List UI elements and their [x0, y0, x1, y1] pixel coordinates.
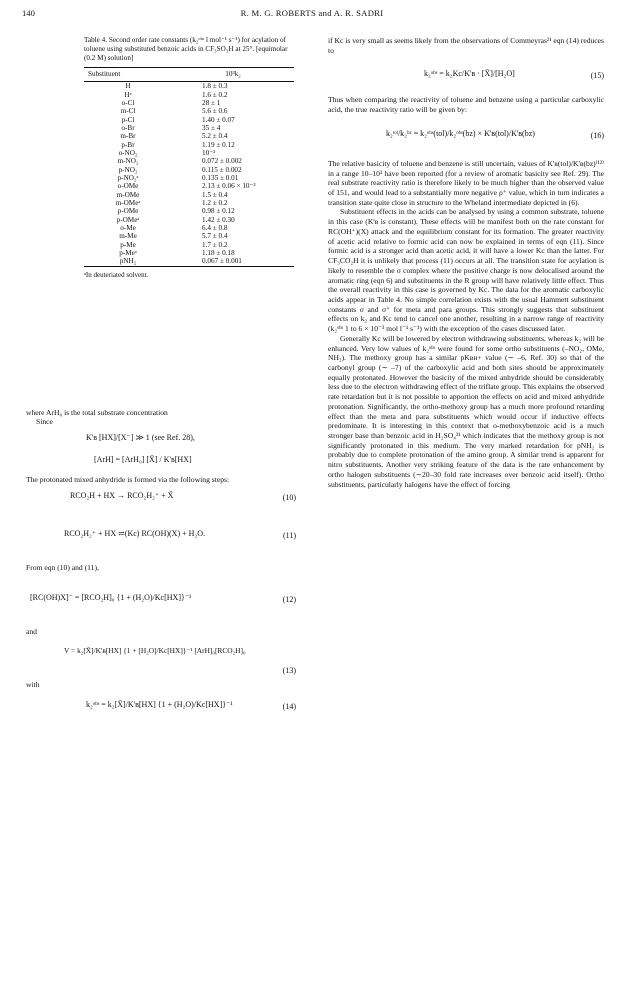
rate-constant-cell: 6.4 ± 0.8 — [202, 224, 228, 233]
rate-constant-cell: 1.40 ± 0.07 — [202, 115, 235, 124]
table-row — [84, 99, 294, 107]
page-number: 140 — [22, 8, 35, 18]
rate-constant-cell: 0.115 ± 0.002 — [202, 165, 242, 174]
rate-constant-cell: 28 ± 1 — [202, 98, 221, 107]
table-row — [84, 241, 294, 249]
substituent-cell: o-Me — [120, 224, 136, 233]
paragraph: with — [26, 680, 40, 690]
rate-constant-cell: 0.072 ± 0.002 — [202, 157, 242, 166]
paragraph: Thus when comparing the reactivity of toluene and benzene using a particular carboxylic acid, the true reactivity ratio will be given by: — [328, 95, 604, 115]
paragraph: The relative basicity of toluene and benzene is still uncertain, values of K'ʙ(tol)/K'ʙ(bz)⁽¹²⁾ in a range 10–10³ have been reported (for a review of aromatic basicity see Ref. 29). The real substrate reactivity ratio is therefore likely to be much higher than the observed value of 151, and would lead to a substantially more negative ρ⁺ value, which in turn indicates a transition state quite close in structure to the Wheland intermediate depicted in (6). — [328, 158, 604, 207]
equation-15: k₂ᵒᵇˢ = k₂Kc/K'ʙ · [X̄]/[H₂O] — [424, 69, 515, 79]
table-row — [84, 157, 294, 165]
table-row — [84, 191, 294, 199]
table-row — [84, 257, 294, 266]
rate-constant-cell: 1.5 ± 0.4 — [202, 190, 228, 199]
table-row — [84, 166, 294, 174]
rate-constant-cell: 10⁻³ — [202, 148, 216, 157]
table-row — [84, 132, 294, 140]
rate-constant-cell: 5.6 ± 0.6 — [202, 107, 228, 116]
running-title: R. M. G. ROBERTS and A. R. SADRI — [240, 8, 384, 18]
paragraph: if Kc is very small as seems likely from the observations of Commeyras²¹ eqn (14) reduces to — [328, 36, 604, 55]
paragraph: Since — [36, 417, 53, 427]
table-row — [84, 124, 294, 132]
rate-constant-cell: 0.135 ± 0.01 — [202, 174, 239, 182]
substituent-cell: p-Meᵃ — [119, 249, 137, 258]
table-row — [84, 199, 294, 207]
equation-11: RCO₂H₂⁺ + HX ⇌(Kc) RC(OH)(X) + H₂O. — [64, 528, 205, 538]
paragraph: and — [26, 626, 37, 636]
table-row — [84, 116, 294, 124]
table-row — [84, 249, 294, 257]
substituent-cell: m-Cl — [120, 107, 136, 116]
equation: K'ʙ [HX]/[X⁻] ≫ 1 (see Ref. 28), — [86, 433, 195, 443]
rate-constant-cell: 1.6 ± 0.2 — [202, 90, 228, 99]
table-footnote: ᵃIn deuteriated solvent. — [84, 270, 149, 279]
substituent-cell: m-Me — [119, 232, 137, 241]
substituent-cell: Hᵃ — [124, 90, 132, 99]
rate-constant-cell: 2.13 ± 0.06 × 10⁻³ — [202, 182, 256, 191]
equation-10: RCO₂H + HX → RCO₂H₂⁺ + X̄ — [70, 490, 174, 500]
substituent-cell: o-OMe — [117, 182, 139, 191]
substituent-cell: o-Cl — [121, 98, 135, 107]
rate-constant-cell: 1.8 ± 0.3 — [202, 82, 228, 91]
rate-constant-cell: 1.19 ± 0.12 — [202, 140, 235, 149]
equation-number: (14) — [282, 702, 296, 712]
equation-number: (15) — [590, 71, 604, 81]
equation-number: (13) — [282, 666, 296, 676]
table-row — [84, 91, 294, 99]
equation-number: (10) — [282, 492, 296, 502]
equation: [ArH] = [ArH₀] [X̄] / K'ʙ[HX] — [94, 455, 192, 465]
rate-constant-cell: 0.067 ± 0.001 — [172, 257, 294, 266]
paragraph: The protonated mixed anhydride is formed via the following steps: — [26, 475, 230, 485]
substituent-cell: p-Cl — [121, 115, 135, 124]
paragraph: From eqn (10) and (11), — [26, 562, 99, 572]
table-row — [84, 82, 294, 91]
table-row — [84, 174, 294, 182]
substituent-cell: H — [125, 82, 131, 91]
substituent-cell: p-OMeᵃ — [116, 215, 140, 224]
substituent-cell: m-OMeᵃ — [115, 199, 141, 208]
paragraph: Substituent effects in the acids can be analysed by using a common substrate, toluene in this case (K'ʙ is constant). These effects will be manifest both on the rate constant for RC(OH⁺)(X) attack and the equilibrium constant for its formation. The greater reactivity of acetic acid relative to formic acid can now be explained in terms of eqn (11). Since formic acid is a stronger acid than acetic acid, it will have a lower Kc than the latter. For CF₃CO₂H it is unlikely that process (11) occurs at all. The transition state for acylation is likely to resemble the σ complex where the positive charge is now delocalised around the aromatic ring (eqn 6) and substituents in the R group will have relatively little effect. Thus the overall reactivity in this case is governed by Kc. The data for the aromatic carboxylic acids appear in Table 4. No simple correlation exists with the usual Hammett substituent constants σ and σ⁺ for meta and para groups. This strongly suggests that substituent effects on k₂ and Kc tend to cancel one another, resulting in a narrow range of reactivity (k₂ᵒᵇˢ 1 to 6 × 10⁻³ mol l⁻¹ s⁻¹) with the exception of the cases discussed later. — [328, 207, 604, 334]
equation-number: (11) — [282, 530, 296, 540]
substituent-cell: m-NO₂ — [117, 157, 139, 166]
equation-13: V = k₂[X̄]/K'ʙ[HX] {1 + [H₂O]/Kc[HX]}⁻¹ [ArH]₀[RCO₂H]₀ — [64, 646, 246, 656]
substituent-cell: pNH₂ — [84, 257, 172, 266]
substituent-cell: p-NO₂ — [118, 165, 138, 174]
table-row — [84, 107, 294, 115]
table-row — [84, 232, 294, 240]
substituent-cell: p-OMe — [117, 207, 139, 216]
rate-constant-table — [84, 67, 294, 267]
rate-constant-cell: 35 ± 4 — [202, 123, 221, 132]
table-row — [84, 182, 294, 190]
equation-number: (12) — [282, 594, 296, 604]
table-row — [84, 141, 294, 149]
rate-constant-cell: 5.2 ± 0.4 — [202, 132, 228, 141]
substituent-cell: m-Br — [120, 132, 136, 141]
equation-14: k₂ᵒᵇˢ = k₂[X̄]/K'ʙ[HX] {1 + (H₂O)/Kc[HX]}⁻¹ — [86, 700, 233, 710]
rate-constant-cell: 1.2 ± 0.2 — [202, 199, 228, 208]
substituent-cell: o-NO₂ — [118, 148, 138, 157]
substituent-cell: m-OMe — [116, 190, 140, 199]
rate-constant-cell: 5.7 ± 0.4 — [202, 232, 228, 241]
paragraph: Generally Kc will be lowered by electron withdrawing substituents, whereas k₂ will be enhanced. Very low values of k₂ᵒᵇˢ were found for some ortho substituents (–NO₂, OMe, NH₂). The methoxy group has a similar pKʙʜ+ value (∼ –6, Ref. 30) so that of the carbonyl group (∼ –7) of the carboxylic acid and both sites should be approximately equally protonated. However the basicity of the mixed anhydride should be considerably less due to the electron withdrawing effect of the triflate group. This explains the observed rate retardation but it is not possible to apportion the effects on acid and mixed anhydride protonation. Significantly, the ortho-methoxy group has a much more profound retarding effect than the meta and para substituents which would occur if inductive effects predominate. It is interesting in this context that o-methoxybenzoic acid is a much stronger base than benzoic acid in H₂SO₄³¹ which indicates that the methoxy group is not significantly protonated in this medium. The very marked retardation for pNH₂ is probably due to complete protonation of the amino group. A similar trend is apparent for nitro substituents. Another very striking feature of the data is the rate enhancement by ortho halogen substituents (∼20–30 fold rate increases over benzoic acid itself). Ortho substituents, particularly halogens have the effect of forcing — [328, 333, 604, 489]
table-row — [84, 207, 294, 215]
equation-12: [RC(OH)X]⁻ = [RCO₂H]₀ {1 + (H₂O)/Kc[HX]}⁻¹ — [30, 592, 192, 602]
table-row — [84, 216, 294, 224]
right-column — [328, 36, 604, 489]
substituent-cell: p-Me — [120, 240, 136, 249]
table-row — [84, 149, 294, 157]
table-caption: Table 4. Second order rate constants (k₂ᵒᵇˢ l mol⁻¹ s⁻¹) for acylation of toluene using substituted benzoic acids in CF₃SO₃H at 25°. [equimolar (0.2 M) solution] — [84, 36, 288, 62]
rate-constant-cell: 0.98 ± 0.12 — [202, 207, 235, 216]
left-column — [26, 36, 296, 726]
col-header-substituent: Substituent — [84, 68, 172, 82]
rate-constant-cell: 1.18 ± 0.18 — [202, 249, 235, 258]
running-header — [22, 8, 602, 22]
equation-number: (16) — [590, 130, 604, 140]
substituent-cell: o-Br — [121, 123, 135, 132]
equation-16: k₂ᵗᵒˡ/k₂ᵇᶻ = k₂ᵒᵇˢ(tol)/k₂ᵒᵇˢ(bz) × K'ʙ(tol)/K'ʙ(bz) — [386, 128, 535, 138]
substituent-cell: p-Br — [121, 140, 135, 149]
rate-constant-cell: 1.42 ± 0.30 — [202, 215, 235, 224]
paragraph: where ArH₀ is the total substrate concentration — [26, 407, 168, 417]
rate-constant-cell: 1.7 ± 0.2 — [202, 240, 228, 249]
substituent-cell: p-NO₂ᵃ — [117, 174, 139, 182]
table-row — [84, 224, 294, 232]
col-header-value: 10³k₂ — [172, 68, 294, 82]
